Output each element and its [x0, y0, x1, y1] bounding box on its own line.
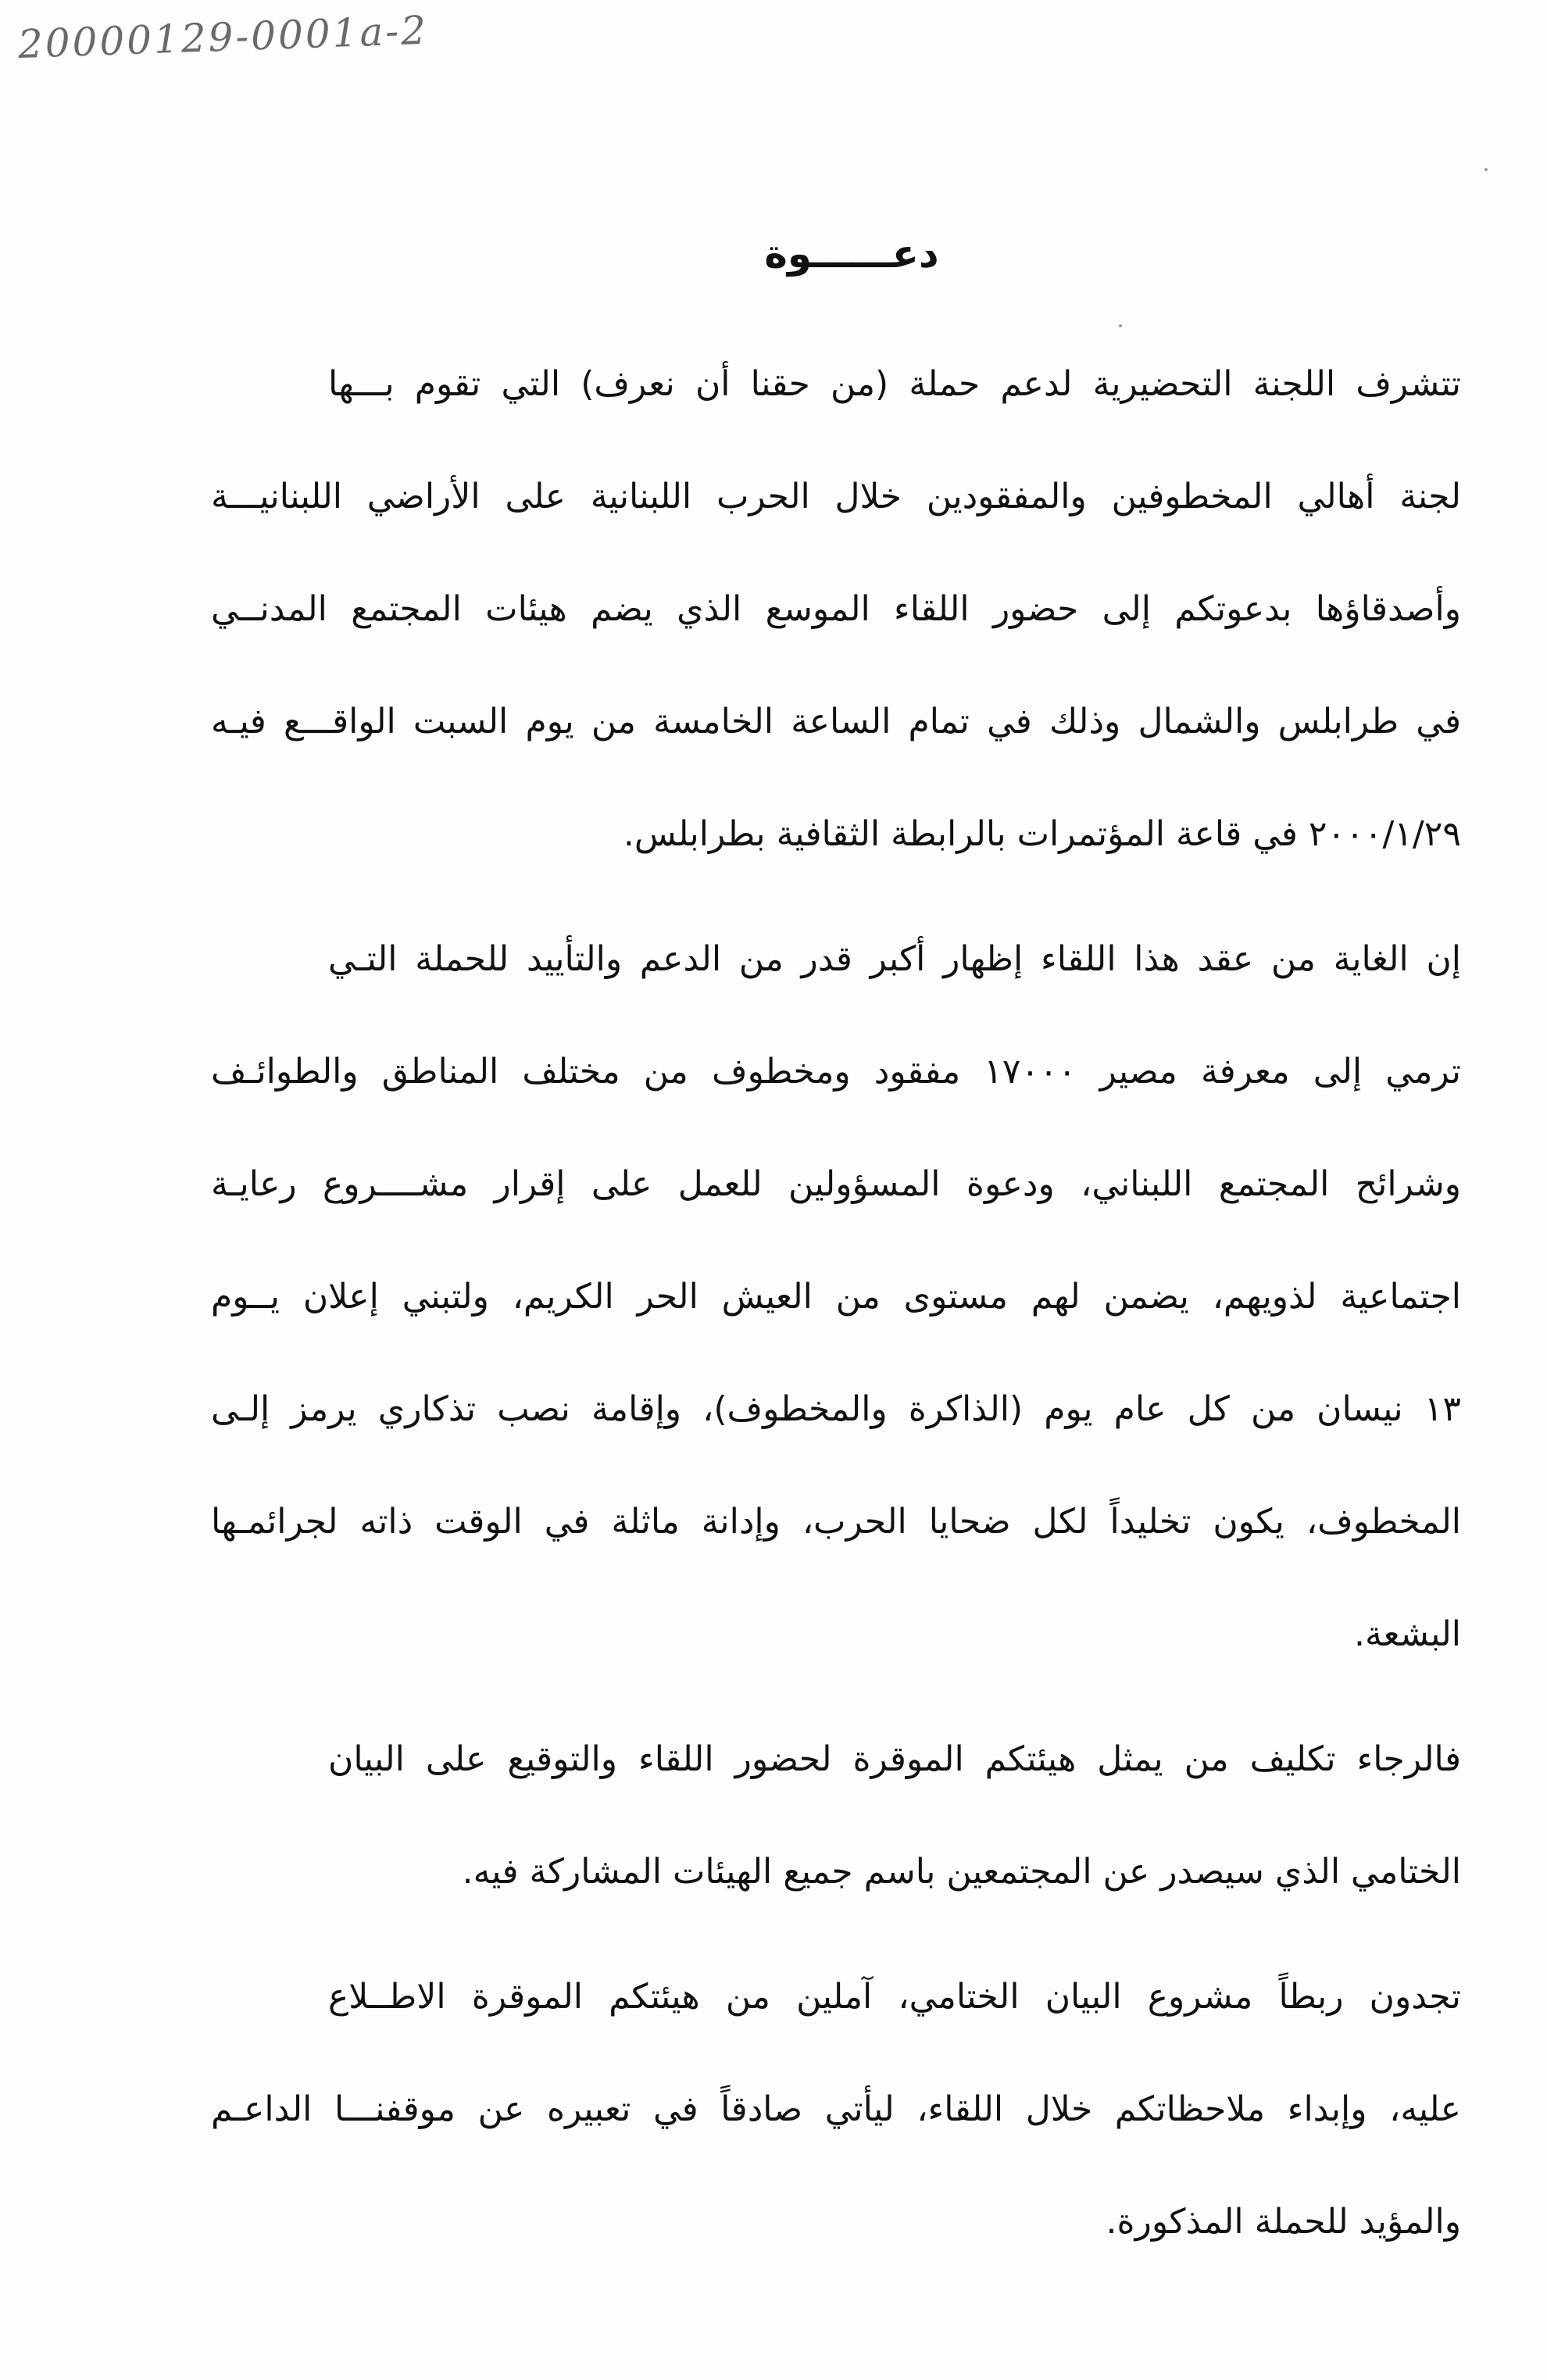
scan-speck — [1119, 324, 1122, 327]
body-line: اجتماعية لذويهم، يضمن لهم مستوى من العيش الحر الكريم، ولتبني إعلان يــوم — [211, 1277, 1461, 1317]
body-line: لجنة أهالي المخطوفين والمفقودين خلال الحرب اللبنانية على الأراضي اللبنانيـــة — [211, 477, 1461, 516]
body-line: البشعة. — [1354, 1614, 1461, 1654]
body-line: عليه، وإبداء ملاحظاتكم خلال اللقاء، ليأتي صادقاً في تعبيره عن موقفنـــا الداعـم — [211, 2089, 1461, 2129]
scan-speck — [1484, 168, 1488, 171]
body-line: والمؤيد للحملة المذكورة. — [1106, 2202, 1461, 2242]
body-line: تجدون ربطاً مشروع البيان الختامي، آملين من هيئتكم الموقرة الاطــلاع — [328, 1977, 1461, 2017]
document-body — [211, 361, 1461, 2346]
document-title: دعــــــوة — [764, 231, 939, 277]
body-line: وأصدقاؤها بدعوتكم إلى حضور اللقاء الموسع الذي يضم هيئات المجتمع المدنــي — [211, 589, 1461, 629]
body-line: الختامي الذي سيصدر عن المجتمعين باسم جميع الهيئات المشاركة فيه. — [462, 1852, 1461, 1892]
body-line: ترمي إلى معرفة مصير ١٧٠٠٠ مفقود ومخطوف من مختلف المناطق والطوائـف — [211, 1052, 1461, 1092]
body-line: ١٣ نيسان من كل عام يوم (الذاكرة والمخطوف)، وإقامة نصب تذكاري يرمز إلـى — [211, 1389, 1461, 1429]
body-line: إن الغاية من عقد هذا اللقاء إظهار أكبر قدر من الدعم والتأييد للحملة التـي — [328, 939, 1461, 979]
body-line: فالرجاء تكليف من يمثل هيئتكم الموقرة لحضور اللقاء والتوقيع على البيان — [328, 1739, 1461, 1779]
body-line: وشرائح المجتمع اللبناني، ودعوة المسؤولين للعمل على إقرار مشــــروع رعايـة — [211, 1164, 1461, 1204]
body-line: تتشرف اللجنة التحضيرية لدعم حملة (من حقنا أن نعرف) التي تقوم بـــها — [328, 364, 1461, 404]
body-line: في طرابلس والشمال وذلك في تمام الساعة الخامسة من يوم السبت الواقـــع فيـه — [211, 702, 1461, 742]
body-line: ٢٠٠٠/١/٢٩ في قاعة المؤتمرات بالرابطة الثقافية بطرابلس. — [623, 814, 1461, 854]
archive-code-handwritten: 20000129-0001a-2 — [17, 7, 429, 67]
body-line: المخطوف، يكون تخليداً لكل ضحايا الحرب، وإدانة ماثلة في الوقت ذاته لجرائمـها — [211, 1502, 1461, 1542]
